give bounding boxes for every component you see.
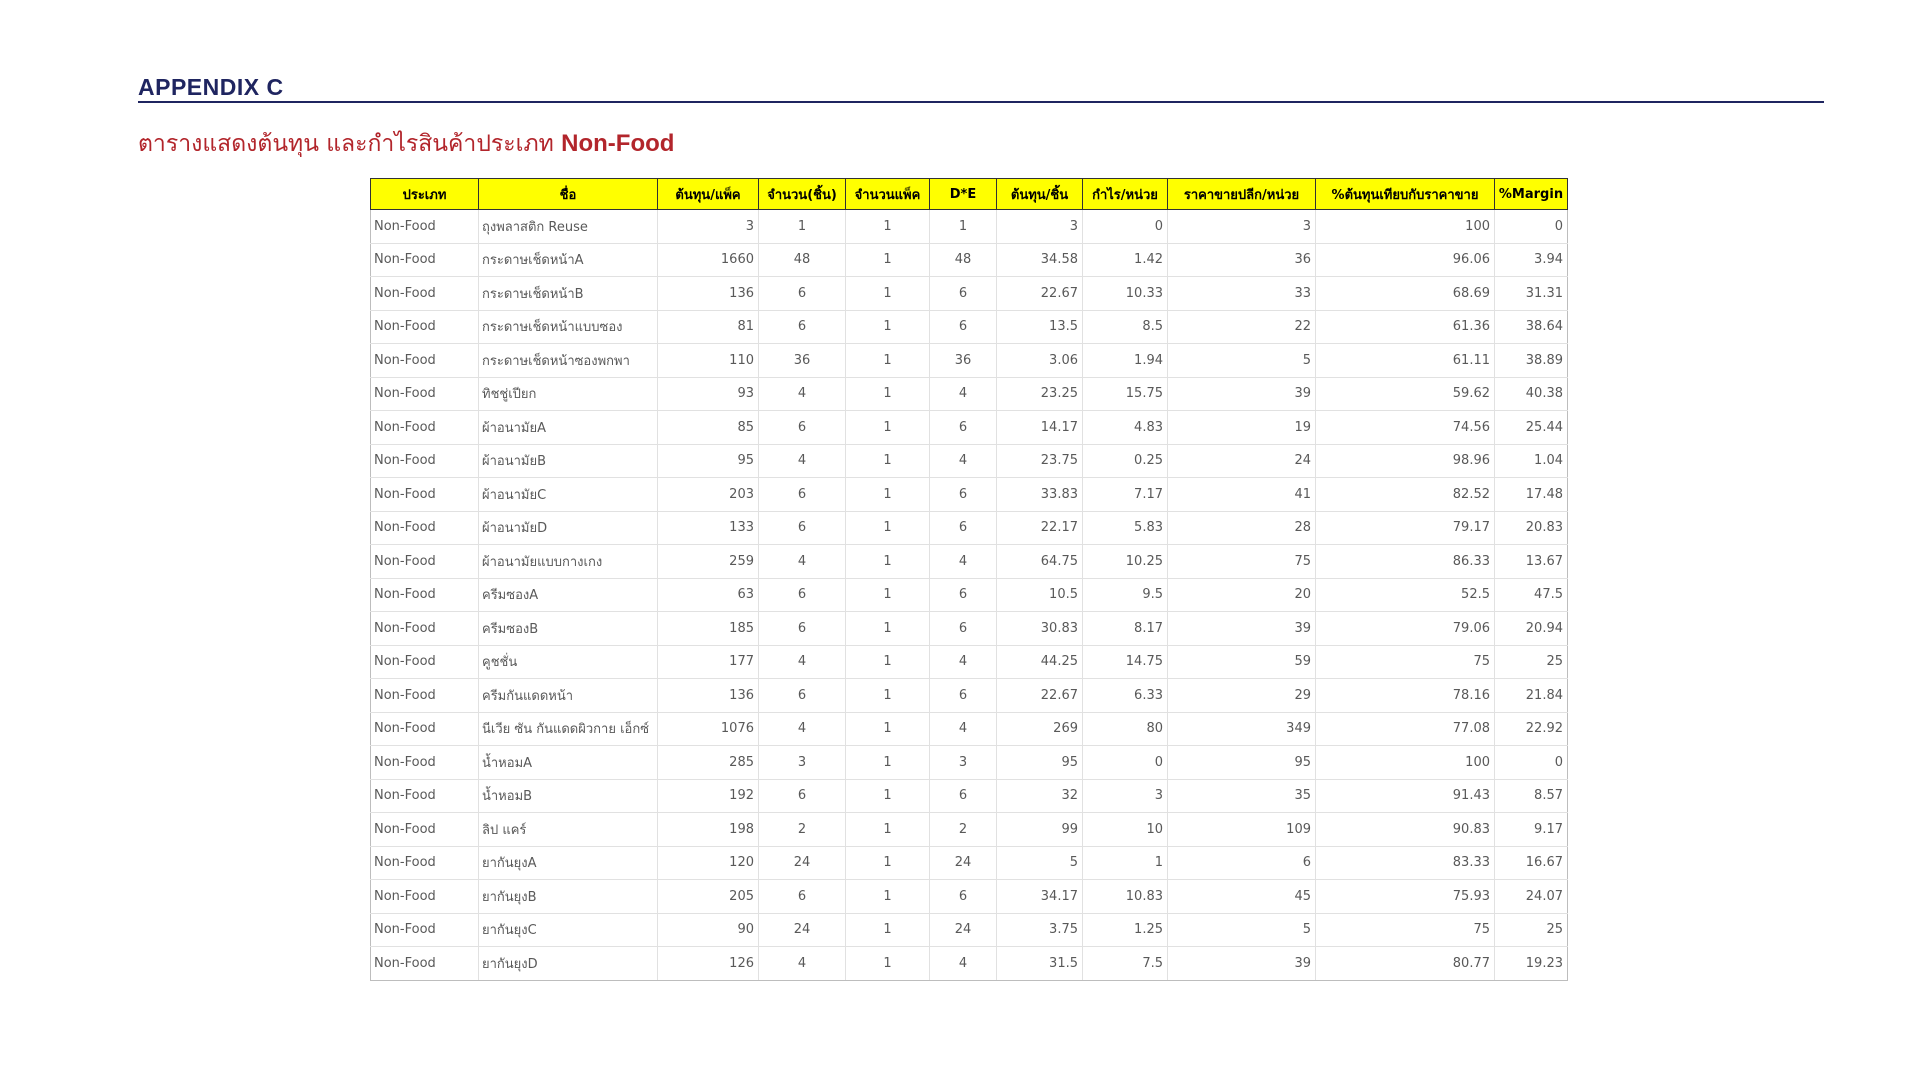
table-cell: 99	[997, 813, 1083, 847]
table-cell: 6	[759, 411, 846, 445]
table-cell: 1	[846, 612, 930, 646]
table-row	[371, 846, 1568, 880]
table-cell: 24.07	[1495, 880, 1568, 914]
table-cell: 1	[846, 310, 930, 344]
table-cell: ผ้าอนามัยD	[479, 511, 658, 545]
table-cell: 1.25	[1083, 913, 1168, 947]
page-subtitle	[138, 126, 674, 162]
heading-rule	[138, 101, 1824, 103]
table-cell: 9.5	[1083, 578, 1168, 612]
table-cell: 192	[658, 779, 759, 813]
table-cell: 1	[846, 746, 930, 780]
table-cell: 2	[759, 813, 846, 847]
table-cell: 0	[1495, 210, 1568, 244]
table-cell: กระดาษเช็ดหน้าB	[479, 277, 658, 311]
table-cell: 77.08	[1316, 712, 1495, 746]
table-cell: 1	[759, 210, 846, 244]
table-cell: Non-Food	[371, 880, 479, 914]
table-cell: 136	[658, 277, 759, 311]
column-header: %ต้นทุนเทียบกับราคาขาย	[1316, 179, 1495, 210]
table-cell: 1	[846, 880, 930, 914]
table-cell: 10.33	[1083, 277, 1168, 311]
table-cell: 4	[930, 947, 997, 981]
table-cell: 75	[1316, 913, 1495, 947]
table-cell: 10.25	[1083, 545, 1168, 579]
table-cell: 19.23	[1495, 947, 1568, 981]
table-cell: 1	[846, 344, 930, 378]
table-cell: 59	[1168, 645, 1316, 679]
table-cell: กระดาษเช็ดหน้าA	[479, 243, 658, 277]
table-cell: 4.83	[1083, 411, 1168, 445]
table-cell: 25	[1495, 913, 1568, 947]
table-cell: 22.67	[997, 679, 1083, 713]
table-cell: 1	[846, 578, 930, 612]
table-row	[371, 511, 1568, 545]
table-cell: 4	[930, 377, 997, 411]
table-cell: 259	[658, 545, 759, 579]
table-cell: 1	[846, 679, 930, 713]
table-cell: 14.17	[997, 411, 1083, 445]
table-cell: 6	[930, 411, 997, 445]
table-cell: 35	[1168, 779, 1316, 813]
column-header: จำนวนแพ็ค	[846, 179, 930, 210]
table-row	[371, 880, 1568, 914]
table-cell: 8.17	[1083, 612, 1168, 646]
table-cell: 1	[846, 846, 930, 880]
column-header: ชื่อ	[479, 179, 658, 210]
table-cell: 79.06	[1316, 612, 1495, 646]
table-cell: 20.83	[1495, 511, 1568, 545]
table-cell: 95	[1168, 746, 1316, 780]
table-row	[371, 310, 1568, 344]
table-cell: Non-Food	[371, 545, 479, 579]
table-cell: 100	[1316, 746, 1495, 780]
table-cell: 6	[759, 277, 846, 311]
table-cell: 78.16	[1316, 679, 1495, 713]
table-cell: 95	[658, 444, 759, 478]
table-cell: 16.67	[1495, 846, 1568, 880]
table-cell: 1	[846, 947, 930, 981]
table-cell: 68.69	[1316, 277, 1495, 311]
column-header: ต้นทุน/ชิ้น	[997, 179, 1083, 210]
table-row	[371, 813, 1568, 847]
table-cell: 32	[997, 779, 1083, 813]
table-cell: 6	[759, 478, 846, 512]
table-cell: 80	[1083, 712, 1168, 746]
table-row	[371, 746, 1568, 780]
table-cell: 1	[846, 511, 930, 545]
table-row	[371, 277, 1568, 311]
table-cell: 349	[1168, 712, 1316, 746]
table-cell: 22.92	[1495, 712, 1568, 746]
table-cell: Non-Food	[371, 377, 479, 411]
table-cell: Non-Food	[371, 511, 479, 545]
cost-profit-table	[370, 178, 1568, 981]
table-cell: นีเวีย ซัน กันแดดผิวกาย เอ็กซ์	[479, 712, 658, 746]
table-cell: ยากันยุงD	[479, 947, 658, 981]
table-cell: 33	[1168, 277, 1316, 311]
table-cell: 6	[759, 578, 846, 612]
table-cell: 20.94	[1495, 612, 1568, 646]
table-cell: 47.5	[1495, 578, 1568, 612]
table-cell: 285	[658, 746, 759, 780]
table-cell: 63	[658, 578, 759, 612]
table-cell: 22.67	[997, 277, 1083, 311]
table-cell: 36	[930, 344, 997, 378]
column-header: ราคาขายปลีก/หน่วย	[1168, 179, 1316, 210]
table-cell: 95	[997, 746, 1083, 780]
table-cell: 13.5	[997, 310, 1083, 344]
table-cell: 100	[1316, 210, 1495, 244]
table-cell: 8.5	[1083, 310, 1168, 344]
table-cell: 1	[846, 813, 930, 847]
table-cell: 20	[1168, 578, 1316, 612]
table-cell: 6	[930, 779, 997, 813]
table-cell: 25	[1495, 645, 1568, 679]
column-header: กำไร/หน่วย	[1083, 179, 1168, 210]
table-cell: 1660	[658, 243, 759, 277]
subtitle-thai: ตารางแสดงต้นทุน และกำไรสินค้าประเภท	[138, 131, 562, 157]
table-cell: 120	[658, 846, 759, 880]
table-cell: Non-Food	[371, 645, 479, 679]
table-cell: 61.36	[1316, 310, 1495, 344]
table-cell: Non-Food	[371, 712, 479, 746]
table-cell: 177	[658, 645, 759, 679]
table-cell: 29	[1168, 679, 1316, 713]
table-cell: 38.89	[1495, 344, 1568, 378]
table-cell: 6	[759, 612, 846, 646]
table-cell: 52.5	[1316, 578, 1495, 612]
table-cell: 10.83	[1083, 880, 1168, 914]
table-cell: 23.25	[997, 377, 1083, 411]
table-cell: 1.94	[1083, 344, 1168, 378]
table-cell: 17.48	[1495, 478, 1568, 512]
table-cell: 74.56	[1316, 411, 1495, 445]
table-row	[371, 645, 1568, 679]
table-cell: Non-Food	[371, 310, 479, 344]
table-cell: 7.17	[1083, 478, 1168, 512]
table-cell: 5	[1168, 344, 1316, 378]
table-cell: 48	[759, 243, 846, 277]
table-cell: 6	[930, 478, 997, 512]
table-row	[371, 913, 1568, 947]
table-cell: Non-Food	[371, 578, 479, 612]
table-cell: 0	[1083, 746, 1168, 780]
table-cell: 6	[930, 880, 997, 914]
table-cell: 3	[930, 746, 997, 780]
table-cell: 34.58	[997, 243, 1083, 277]
table-cell: 205	[658, 880, 759, 914]
table-cell: 39	[1168, 377, 1316, 411]
table-cell: 75	[1168, 545, 1316, 579]
table-row	[371, 612, 1568, 646]
table-cell: 6	[759, 679, 846, 713]
table-row	[371, 712, 1568, 746]
table-cell: 6	[930, 511, 997, 545]
table-cell: 4	[930, 712, 997, 746]
table-cell: 6	[930, 578, 997, 612]
table-cell: 7.5	[1083, 947, 1168, 981]
table-cell: 3	[658, 210, 759, 244]
table-cell: 24	[930, 913, 997, 947]
table-cell: Non-Food	[371, 813, 479, 847]
table-cell: 31.31	[1495, 277, 1568, 311]
table-cell: 80.77	[1316, 947, 1495, 981]
table-cell: 45	[1168, 880, 1316, 914]
table-cell: 36	[1168, 243, 1316, 277]
table-cell: 22.17	[997, 511, 1083, 545]
table-cell: 82.52	[1316, 478, 1495, 512]
table-cell: 24	[1168, 444, 1316, 478]
table-cell: 21.84	[1495, 679, 1568, 713]
table-cell: 133	[658, 511, 759, 545]
table-row	[371, 444, 1568, 478]
table-cell: 85	[658, 411, 759, 445]
table-row	[371, 578, 1568, 612]
table-cell: 3	[759, 746, 846, 780]
table-cell: 6	[759, 880, 846, 914]
table-body	[371, 210, 1568, 981]
table-cell: 33.83	[997, 478, 1083, 512]
table-cell: 3.75	[997, 913, 1083, 947]
table-cell: 269	[997, 712, 1083, 746]
table-cell: 39	[1168, 612, 1316, 646]
table-cell: 6	[759, 511, 846, 545]
table-cell: Non-Food	[371, 411, 479, 445]
table-cell: 4	[759, 947, 846, 981]
table-cell: ผ้าอนามัยB	[479, 444, 658, 478]
table-cell: กระดาษเช็ดหน้าแบบซอง	[479, 310, 658, 344]
table-cell: 10.5	[997, 578, 1083, 612]
table-cell: 98.96	[1316, 444, 1495, 478]
table-cell: 1	[846, 545, 930, 579]
table-cell: 28	[1168, 511, 1316, 545]
table-cell: 6	[930, 679, 997, 713]
table-cell: Non-Food	[371, 746, 479, 780]
table-cell: 5	[1168, 913, 1316, 947]
table-cell: 3.94	[1495, 243, 1568, 277]
table-cell: 1	[846, 210, 930, 244]
table-cell: 4	[759, 712, 846, 746]
table-cell: 14.75	[1083, 645, 1168, 679]
table-cell: 1	[846, 444, 930, 478]
table-cell: 5.83	[1083, 511, 1168, 545]
table-row	[371, 344, 1568, 378]
table-cell: 1	[846, 712, 930, 746]
table-cell: 64.75	[997, 545, 1083, 579]
table-cell: 86.33	[1316, 545, 1495, 579]
table-cell: Non-Food	[371, 913, 479, 947]
table-cell: 1	[846, 277, 930, 311]
table-cell: น้ำหอมA	[479, 746, 658, 780]
table-cell: 185	[658, 612, 759, 646]
table-cell: 41	[1168, 478, 1316, 512]
subtitle-category: Non-Food	[561, 130, 675, 157]
table-cell: 22	[1168, 310, 1316, 344]
table-row	[371, 377, 1568, 411]
table-cell: 6	[930, 310, 997, 344]
table-cell: 6	[1168, 846, 1316, 880]
table-cell: 40.38	[1495, 377, 1568, 411]
table-cell: 1.04	[1495, 444, 1568, 478]
table-cell: 6	[759, 310, 846, 344]
table-row	[371, 210, 1568, 244]
table-cell: ทิชชู่เปียก	[479, 377, 658, 411]
table-cell: 61.11	[1316, 344, 1495, 378]
table-cell: 19	[1168, 411, 1316, 445]
table-cell: 110	[658, 344, 759, 378]
table-cell: 4	[930, 444, 997, 478]
table-cell: 126	[658, 947, 759, 981]
column-header: %Margin	[1495, 179, 1568, 210]
table-cell: 1.42	[1083, 243, 1168, 277]
column-header: ต้นทุน/แพ็ค	[658, 179, 759, 210]
table-cell: 2	[930, 813, 997, 847]
table-cell: 31.5	[997, 947, 1083, 981]
table-cell: ถุงพลาสติก Reuse	[479, 210, 658, 244]
table-cell: 0	[1083, 210, 1168, 244]
column-header: ประเภท	[371, 179, 479, 210]
table-cell: 1	[846, 779, 930, 813]
table-cell: 1076	[658, 712, 759, 746]
table-cell: Non-Food	[371, 243, 479, 277]
table-cell: Non-Food	[371, 444, 479, 478]
table-cell: กระดาษเช็ดหน้าซองพกพา	[479, 344, 658, 378]
table-cell: 3.06	[997, 344, 1083, 378]
table-cell: 4	[759, 377, 846, 411]
table-row	[371, 243, 1568, 277]
table-cell: ยากันยุงA	[479, 846, 658, 880]
table-cell: 90.83	[1316, 813, 1495, 847]
table-cell: 198	[658, 813, 759, 847]
table-cell: ผ้าอนามัยแบบกางเกง	[479, 545, 658, 579]
column-header: D*E	[930, 179, 997, 210]
table-cell: 10	[1083, 813, 1168, 847]
table-cell: 4	[759, 645, 846, 679]
table-cell: 5	[997, 846, 1083, 880]
table-cell: 93	[658, 377, 759, 411]
table-cell: Non-Food	[371, 947, 479, 981]
table-cell: 1	[846, 478, 930, 512]
table-row	[371, 411, 1568, 445]
table-cell: Non-Food	[371, 210, 479, 244]
table-cell: Non-Food	[371, 612, 479, 646]
table-cell: 136	[658, 679, 759, 713]
table-cell: 81	[658, 310, 759, 344]
table-row	[371, 679, 1568, 713]
table-cell: 6	[930, 612, 997, 646]
table-cell: 4	[759, 545, 846, 579]
table-cell: 4	[930, 545, 997, 579]
table-cell: 75.93	[1316, 880, 1495, 914]
table-cell: Non-Food	[371, 344, 479, 378]
table-cell: 1	[930, 210, 997, 244]
table-row	[371, 947, 1568, 981]
table-cell: 1	[846, 377, 930, 411]
table-cell: Non-Food	[371, 779, 479, 813]
table-cell: 109	[1168, 813, 1316, 847]
table-cell: ลิป แคร์	[479, 813, 658, 847]
table-cell: 83.33	[1316, 846, 1495, 880]
table-cell: 8.57	[1495, 779, 1568, 813]
table-cell: ยากันยุงB	[479, 880, 658, 914]
table-cell: 0.25	[1083, 444, 1168, 478]
table-cell: 203	[658, 478, 759, 512]
table-cell: 1	[846, 913, 930, 947]
table-cell: 36	[759, 344, 846, 378]
table-cell: ผ้าอนามัยC	[479, 478, 658, 512]
table-cell: 3	[997, 210, 1083, 244]
table-cell: Non-Food	[371, 679, 479, 713]
table-cell: ผ้าอนามัยA	[479, 411, 658, 445]
table-cell: 6	[759, 779, 846, 813]
table-cell: 0	[1495, 746, 1568, 780]
table-header-row	[371, 179, 1568, 210]
table-cell: 1	[846, 411, 930, 445]
table-cell: 4	[759, 444, 846, 478]
table-cell: 30.83	[997, 612, 1083, 646]
table-cell: Non-Food	[371, 277, 479, 311]
table-cell: 39	[1168, 947, 1316, 981]
table-cell: 24	[759, 913, 846, 947]
table-cell: ครีมซองA	[479, 578, 658, 612]
table-cell: ยากันยุงC	[479, 913, 658, 947]
table-cell: 91.43	[1316, 779, 1495, 813]
table-row	[371, 478, 1568, 512]
table-cell: 34.17	[997, 880, 1083, 914]
table-cell: 15.75	[1083, 377, 1168, 411]
table-cell: ครีมซองB	[479, 612, 658, 646]
table-cell: คูชชั่น	[479, 645, 658, 679]
table-cell: ครีมกันแดดหน้า	[479, 679, 658, 713]
table-cell: 4	[930, 645, 997, 679]
table-cell: 1	[846, 243, 930, 277]
table-cell: Non-Food	[371, 478, 479, 512]
table-cell: 25.44	[1495, 411, 1568, 445]
table-cell: 75	[1316, 645, 1495, 679]
table-cell: 3	[1168, 210, 1316, 244]
table-cell: 9.17	[1495, 813, 1568, 847]
table-cell: 6.33	[1083, 679, 1168, 713]
table-cell: 96.06	[1316, 243, 1495, 277]
table-cell: น้ำหอมB	[479, 779, 658, 813]
table-cell: 48	[930, 243, 997, 277]
table-row	[371, 545, 1568, 579]
table-cell: 1	[1083, 846, 1168, 880]
table-cell: 44.25	[997, 645, 1083, 679]
table-cell: 1	[846, 645, 930, 679]
table-cell: 13.67	[1495, 545, 1568, 579]
table-row	[371, 779, 1568, 813]
page-heading: APPENDIX C	[138, 74, 284, 100]
table-cell: Non-Food	[371, 846, 479, 880]
table-cell: 59.62	[1316, 377, 1495, 411]
table-cell: 79.17	[1316, 511, 1495, 545]
table-cell: 23.75	[997, 444, 1083, 478]
table-cell: 6	[930, 277, 997, 311]
table-cell: 90	[658, 913, 759, 947]
table-cell: 24	[759, 846, 846, 880]
table-cell: 24	[930, 846, 997, 880]
table-cell: 3	[1083, 779, 1168, 813]
column-header: จำนวน(ชิ้น)	[759, 179, 846, 210]
table-cell: 38.64	[1495, 310, 1568, 344]
